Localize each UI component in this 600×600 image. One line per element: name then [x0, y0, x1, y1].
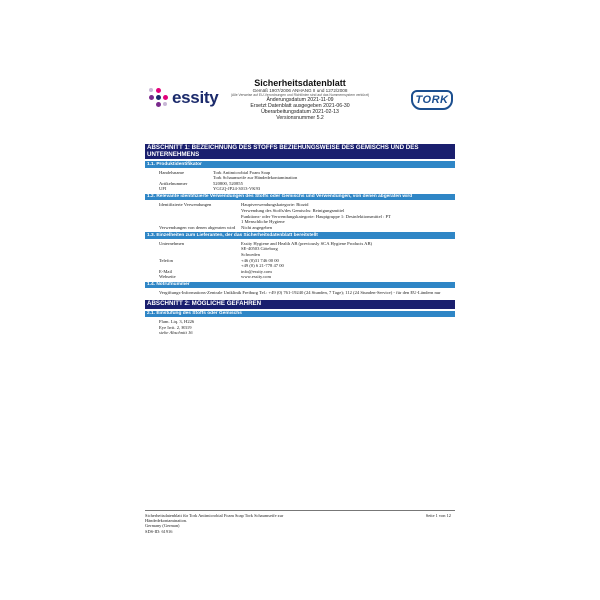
- section-2-header: ABSCHNITT 2: MÖGLICHE GEFAHREN: [145, 300, 455, 309]
- kv-value: [241, 274, 455, 280]
- kv-key: UFI: [159, 186, 167, 192]
- kv-value: [241, 225, 455, 231]
- kv-key: E-Mail: [159, 268, 173, 274]
- kv-value-line: Funktions- oder Verwendungskategorie: Hauptgruppe 1: Desinfektionsmittel : PT: [241, 213, 391, 219]
- regulation-line: Gemäß 1907/2006 ANHANG II und 1272/2008: [252, 88, 348, 93]
- subsection-1-1-header: 1.1. Produktidentifikator: [145, 161, 455, 167]
- document-header: [145, 78, 455, 140]
- subsection-1-3-header: 1.3. Einzelheiten zum Lieferanten, der das Sicherheitsdatenblatt bereitstellt: [145, 232, 455, 238]
- kv-value-line: Tork Schaumseife zur Händedekontamination: [213, 175, 298, 181]
- kv-value: [213, 170, 455, 181]
- essity-logo-mark-icon: [149, 88, 169, 108]
- kv-value-line: 1 Menschliche Hygiene: [241, 219, 285, 225]
- essity-logo: [149, 88, 218, 108]
- footer-info: [145, 513, 345, 534]
- kv-key: Handelsname: [159, 169, 185, 175]
- footer-line: Händedekontamination.: [145, 518, 188, 524]
- subsection-1-3-body: [145, 239, 455, 280]
- version-number: Versionsnummer 5.2: [276, 115, 324, 122]
- page-footer: [145, 510, 455, 534]
- kv-value-line: Essity Hygiene and Health AB (previously SCA Hygiene Products AB): [241, 240, 373, 246]
- kv-value: [241, 241, 455, 258]
- kv-value: [241, 258, 455, 269]
- kv-value-line: Hauptverwendungskategorie: Biozid: [241, 202, 309, 208]
- tork-logo: [411, 90, 453, 110]
- replaces-line: Ersetzt Datenblatt ausgegeben 2021-06-30: [250, 103, 350, 110]
- subsection-1-4-header: 1.4. Notrufnummer: [145, 282, 455, 288]
- classification-line: Eye Irrit. 2, H319: [159, 324, 192, 330]
- sds-page: [145, 78, 455, 538]
- footer-line: SDS-ID: 61916: [145, 528, 173, 534]
- kv-value: [213, 186, 455, 192]
- classification-line: Flam. Liq. 3, H226: [159, 318, 195, 324]
- kv-value-line: Nicht angegeben: [241, 224, 272, 230]
- kv-row: [145, 186, 455, 192]
- kv-key: Telefon: [159, 257, 173, 263]
- regulation-note: (Alle Verweise auf EU-Verordnungen und Richtlinien sind auf das Nummernsystem verkürzt): [230, 93, 370, 98]
- kv-row: [145, 241, 455, 258]
- kv-row: [145, 274, 455, 280]
- kv-key: Unternehmen: [159, 240, 185, 246]
- classification-list: [145, 317, 455, 336]
- kv-key: Artikelnummer: [159, 180, 188, 186]
- subsection-1-1-body: [145, 168, 455, 192]
- kv-value-line: YGGQ-JP24-3013-VK93: [213, 186, 261, 192]
- page-number: Seite 1 von 12: [425, 513, 451, 518]
- emergency-number-text: Vergiftungs-Informations-Zentrale Uniklinik Freiburg Tel.: +49 (0) 761-19240 (24 Stunden, 7 Tage); 112 (24 Stunden-Service) - für den EU-Ländern nur: [159, 290, 441, 296]
- subsection-2-1-header: 2.1. Einstufung des Stoffs oder Gemischs: [145, 311, 455, 317]
- email-link[interactable]: info@essity.com: [241, 268, 272, 274]
- kv-value-line: Verwendung des Stoffs/des Gemischs: Reinigungsmittel: [241, 207, 345, 213]
- review-date: Überarbeitungsdatum 2021-02-13: [261, 109, 339, 116]
- footer-line: Germany (German): [145, 523, 180, 529]
- kv-value: [241, 202, 455, 224]
- see-section-note: siehe Abschnitt 16: [159, 330, 193, 336]
- kv-key: Webseite: [159, 274, 176, 280]
- kv-row: [145, 225, 455, 231]
- kv-row: [145, 170, 455, 181]
- kv-value-line: Tork Antimicrobial Foam Soap: [213, 169, 271, 175]
- kv-value-line: SE-40503 Göteborg: [241, 246, 278, 252]
- tork-logo-text: TORK: [415, 94, 449, 106]
- subsection-1-2-header: 1.2. Relevante identifizierte Verwendungen des Stoffs oder Gemischs und Verwendungen, von denen abgeraten wird: [145, 194, 455, 200]
- kv-key: Identifizierte Verwendungen: [159, 202, 212, 208]
- essity-logo-text: essity: [172, 88, 219, 107]
- document-title: Sicherheitsdatenblatt: [254, 78, 346, 88]
- subsection-1-2-body: [145, 200, 455, 230]
- kv-key: Verwendungen von denen abgeraten wird: [159, 224, 236, 230]
- kv-value-line: Schweden: [241, 251, 260, 257]
- kv-value-line: 520800, 520855: [213, 180, 243, 186]
- section-1-header: ABSCHNITT 1: BEZEICHNUNG DES STOFFS BEZIEHUNGSWEISE DES GEMISCHS UND DES UNTERNEHMENS: [145, 144, 455, 159]
- kv-row: [145, 202, 455, 224]
- title-block: [215, 78, 385, 121]
- website-link[interactable]: www.essity.com: [241, 274, 272, 280]
- revision-date: Änderungsdatum 2021-11-09: [266, 97, 334, 104]
- kv-row: [145, 258, 455, 269]
- footer-line: Sicherheitsdatenblatt für Tork Antimicrobial Foam Soap Tork Schaumseife zur: [145, 513, 284, 518]
- kv-value-line: +46 (0)31 746 00 00: [241, 257, 279, 263]
- kv-value-line: +49 (0) 6 21-778 47 00: [241, 263, 284, 269]
